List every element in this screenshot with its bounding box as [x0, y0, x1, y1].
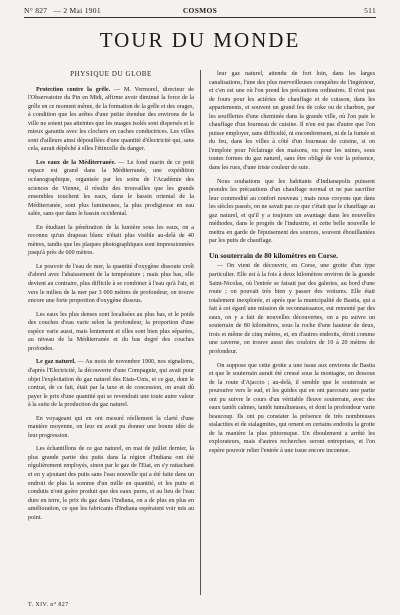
section-title: PHYSIQUE DU GLOBE: [70, 70, 152, 78]
page-title: TOUR DU MONDE: [99, 28, 301, 52]
issue-date: — 2 Mai 1901: [53, 5, 101, 15]
issue-number: N° 827: [24, 5, 48, 15]
paragraph: [28, 159, 194, 219]
paragraph: [28, 358, 194, 409]
paragraph-text: Nous souhaitons que les habitants d'Indianapolis puissent prendre les précautions d'un chauffage normal et ne pas sacrifier leur commodité au confort nouveau ; mais nous croyons que dans les siècles passés, on ne savait pas ce que c'était que le chauffage au gaz naturel, et qu'il y a toujours un avantage dans les nouvelles méthodes, dans le progrès de l'industrie, et cette belle nouvelle le mettra en garde de l'épuisement des sources, souvent ébouillantées par les puits de chauffage.: [209, 178, 375, 245]
page-header: [24, 3, 376, 17]
paragraph: [28, 86, 194, 154]
column-divider: [200, 70, 201, 595]
paragraph-lead: Les eaux de la Méditerranée.: [36, 159, 116, 166]
right-column: [209, 70, 375, 461]
paragraph-text: Les échantillons de ce gaz naturel, en mai de juillet dernier, la plus grande partie des puits dans la région d'Indiana ont été régulièrement employés, sinon par le gaz de l'Etat, en s'y rattachant et en y ajoutant des puits sans l'eau nouvelle qui a été faite dans un endroit de plus la somme d'un mille en quantité, et les puits et conduits n'ont guère produit que des eaux pures, et au lieu de l'eau dure en terre, le prix du gaz dans l'Indiana, on a de plus en plus en amélioration, ce que les fabricants d'Indiana espéraient voir mis au point.: [28, 446, 194, 521]
paragraph-text: — Au mois de novembre 1900, nos signalions, d'après l'Electricité, la découverte d'une Compagnie, qui avait pour objet l'exploitation du gaz naturel des Etats-Unis, et ce gaz, dont le contrat, de ce fait, était par la taxe et de concession, on avait dû payer le prix d'une quantité qui se revendrait une toute autre valeur à la suite de la production du gaz naturel.: [28, 359, 194, 409]
paragraph-text: On suppose que cette grotte a une issue aux environs de Bastia et que le souterrain aurait été creusé sous la montagne, en dessous de la route d'Ajaccio ; au-delà, il semble que le souterrain se poursuive vers le sud, et les guides qui en ont parcouru une partie ont pu suivre le cours d'un véritable fleuve souterrain, avec des eaux tantôt calmes, tantôt tumultueuses, et dont la profondeur varie beaucoup. Ils ont pu constater la présence de très nombreuses stalactites et de stalagmites, qui ornent en certains endroits la grotte de la manière la plus pittoresque. Un éboulement a arrêté les explorateurs, mais d'autres recherches seront entreprises, et l'on espère pouvoir relier l'entrée à une issue encore inconnue.: [209, 362, 375, 454]
paragraph-text: — Le fond marin de ce petit espace est grand dans la Méditerranée, une expédition océanographique, organisée par les soins de l'Académie des sciences de Vienne, il résulte des trouvailles que les grands ensembles touchent les eaux, dans le bassin oriental de la Méditerranée, sont plus lumineuses, la plus prodigieuse en eau salée, sans que dans le bassin occidental.: [28, 159, 194, 218]
paragraph-text: Les eaux les plus denses sont localisées au plus bas, et le poids des couches d'eau varie selon la profondeur, la proportion d'une espèce varie aussi, mais lentement et elles sont bien plus séparées, au niveau de la Méditerranée et du bas degré des couches profondes.: [28, 311, 194, 352]
paragraph: [209, 262, 375, 356]
paragraph: [28, 415, 194, 441]
paragraph: [28, 263, 194, 306]
left-paragraphs: [28, 86, 194, 523]
paragraph-text: En étudiant la pénétration de la lumière sous les eaux, on a reconnu qu'un drapeau blanc n'était plus visible au-delà de 40 mètres, tandis que les plaques photographiques sont impressionnées jusqu'à près de 600 mètres.: [28, 224, 194, 257]
paragraph: [209, 70, 375, 173]
paragraph-lead: Protection contre la grêle.: [36, 86, 111, 93]
paragraph: [28, 224, 194, 258]
paragraph: [28, 445, 194, 522]
header-rule: [24, 17, 376, 18]
right-paragraphs: [209, 70, 375, 246]
footer-volume: T. XIV. n° 827: [28, 602, 69, 608]
article-title: Un souterrain de 80 kilomètres en Corse.: [209, 250, 338, 260]
paragraph-text: En voyageant qui en ont mesuré réellement la clarté d'une manière moyenne, on leur en avait pu donner une bonne idée de leur progression.: [28, 415, 194, 439]
paragraph-text: — M. Vermorel, directeur de l'Observatoire du Pin en Midi, affirme avoir diminué la force de la grêle en ce moment même, de la formation de la grêle et des orages, à condition que les arêtes d'une petite étendue des environs de la ville ne soient pas atteintes que les nuages isolés sont dispersés et le mieux garantis avec les clochers en caches conductrices. Les villes sont d'ailleurs ainsi dépouillées d'une quantité d'électricité qui, sans cela, aurait dépêché à elles l'étincelle du danger.: [28, 86, 194, 153]
left-column: [28, 70, 194, 527]
paragraph: [209, 178, 375, 246]
paragraph: [209, 362, 375, 456]
paragraph-text: — On vient de découvrir, en Corse, une grotte d'un type particulier. Elle est à la fois à deux kilomètres environ de la grande Saint-Nicolas, où l'entrée se faisait par des galeries, au bord d'une route ; on pouvait très bien y passer des voitures. Elle était totalement inexplorée, et après que la municipalité de Bastia, qui a fait à cet égard une mission de reconnaissance, eut remonté par des eaux, on y a fait de nouvelles découvertes, on a pu suivre un souterrain de 80 kilomètres, sous la roche d'une hauteur de deux, trois et même de cinq mètres, et, en d'autres endroits, étroit comme une caverne, on trouve aussi des couloirs de 10 à 20 mètres de profondeur.: [209, 263, 375, 355]
paragraph-text: Le pouvoir de l'eau de mer, la quantité d'oxygène dissoute croît d'abord avec l'abaissement de la température ; mais plus bas, elle devient au contraire, plus difficile à se combiner à l'eau qu'à l'air, et vers le milieu de la mer par 3 000 mètres de profondeur, on trouve encore une forte proportion d'oxygène dissous.: [28, 263, 194, 305]
article-paragraphs: [209, 262, 375, 455]
paragraph: [28, 311, 194, 354]
journal-name: COSMOS: [182, 5, 218, 15]
paragraph-text: leur gaz naturel, attendu de fort loin, dans les larges canalisations, l'une des plus merveilleuses conquêtes de l'ingénieur, et c'en est une où l'on prend les précautions ordinaires. Il n'est pas de fours pour les aciéries de chauffage et de cuisson, dans les appartements, et souvent un grand feu de coke ou de charbon, par les souffleries d'une cheminée dans la grande ville, où l'on paie le chauffage d'un fourneau de cuisine. Il n'en est pas d'autre que l'on puisse employer, sans difficulté, ni encombrement, ni de la fumée et du feu, dans les villes à côté d'un fourneau de cuisine, si on l'emploie pour l'éclairage des maisons, ou pour les usines, sous toutes formes du gaz naturel, sans être obligé de voir la présence, dans les rues, d'une triste couleur de suie.: [209, 71, 375, 172]
paragraph-lead: Le gaz naturel.: [36, 359, 76, 366]
page-number: 511: [364, 5, 376, 15]
